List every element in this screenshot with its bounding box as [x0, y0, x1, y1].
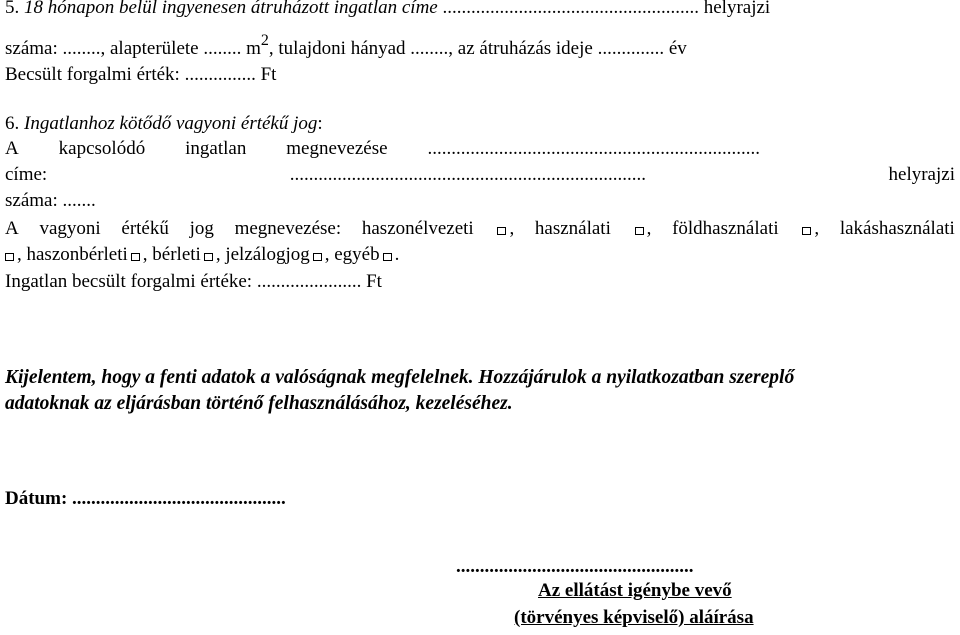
section-6-address-line: [5, 164, 955, 186]
checkbox-jelzalogjog[interactable]: ,: [310, 244, 330, 265]
section-6-colon: :: [317, 113, 323, 134]
checkbox-egyeb[interactable]: .: [380, 244, 400, 265]
word: értékű: [121, 218, 169, 239]
section-5-number: 5.: [5, 0, 24, 18]
section-6-title: Ingatlanhoz kötődő vagyoni értékű jog: [24, 113, 318, 134]
option-label-haszonberleti: haszonbérleti: [26, 244, 128, 265]
word: megnevezése:: [234, 218, 342, 239]
option-label-berleti: bérleti: [152, 244, 201, 265]
signature-caption-2: (törvényes képviselő) aláírása: [514, 607, 754, 628]
checkbox-haszonelvezeti[interactable]: ,: [494, 218, 514, 240]
option-label-haszonelvezeti: haszonélvezeti: [361, 218, 474, 239]
word: kapcsolódó: [58, 138, 146, 159]
checkbox-berleti[interactable]: ,: [201, 244, 221, 265]
declaration-line-1: Kijelentem, hogy a fenti adatok a valóságnak megfelelnek. Hozzájárulok a nyilatkozatban szereplő: [5, 367, 795, 388]
signature-dots[interactable]: ..................................................: [456, 556, 694, 577]
word: ingatlan: [185, 138, 247, 159]
option-label-foldhasznalati: földhasználati: [672, 218, 779, 239]
section-5-market-value: Becsült forgalmi érték: ............... Ft: [5, 64, 277, 85]
helyrajzi-label: helyrajzi: [888, 164, 955, 185]
declaration-line-2: adatoknak az eljárásban történő felhasználásához, kezeléséhez.: [5, 393, 513, 414]
section-5-line-3: [5, 64, 955, 86]
szama-dots: száma: .......: [5, 190, 96, 211]
section-6-property-name-line: [5, 138, 760, 160]
section-6-right-type-line-1: [5, 218, 955, 240]
option-label-jelzalogjog: jelzálogjog: [225, 244, 310, 265]
checkbox-hasznalati[interactable]: ,: [632, 218, 652, 240]
section-5-line-2: [5, 31, 955, 60]
cime-label: címe:: [5, 164, 48, 185]
section-6-number: 6.: [5, 113, 24, 134]
option-label-egyeb: egyéb: [334, 244, 380, 265]
section-5-share-date: , tulajdoni hányad ........, az átruházás ideje .............. év: [268, 38, 687, 59]
checkbox-haszonberleti[interactable]: ,: [128, 244, 148, 265]
word: megnevezése: [286, 138, 388, 159]
section-5-parcel-area: száma: ........, alapterülete ........ m: [5, 38, 261, 59]
section-6-value-line: [5, 271, 955, 293]
section-6-parcel-line: [5, 190, 955, 212]
word: A: [5, 218, 19, 239]
right-market-value: Ingatlan becsült forgalmi értéke: ...................... Ft: [5, 271, 382, 292]
option-label-lakashasznalati: lakáshasználati: [839, 218, 955, 239]
word: vagyoni: [39, 218, 101, 239]
word: A: [5, 138, 19, 159]
section-5-address-dots: ...................................................... helyrajzi: [437, 0, 771, 18]
section-6-heading: [5, 113, 955, 135]
dots: ......................................................................: [427, 138, 760, 159]
cime-dots: ...........................................................................: [289, 164, 646, 185]
word: jog: [189, 218, 214, 239]
option-label-hasznalati: használati: [534, 218, 611, 239]
section-5-line-1: [5, 0, 955, 19]
date-field[interactable]: Dátum: .............................................: [5, 488, 286, 509]
signature-caption-1: Az ellátást igénybe vevő: [538, 580, 732, 601]
checkbox-foldhasznalati[interactable]: ,: [799, 218, 819, 240]
superscript-2: 2: [260, 31, 269, 49]
section-5-title: 18 hónapon belül ingyenesen átruházott ingatlan címe: [24, 0, 438, 18]
checkbox-lakashasznalati[interactable]: ,: [5, 244, 22, 265]
section-6-right-type-line-2: [5, 244, 955, 266]
